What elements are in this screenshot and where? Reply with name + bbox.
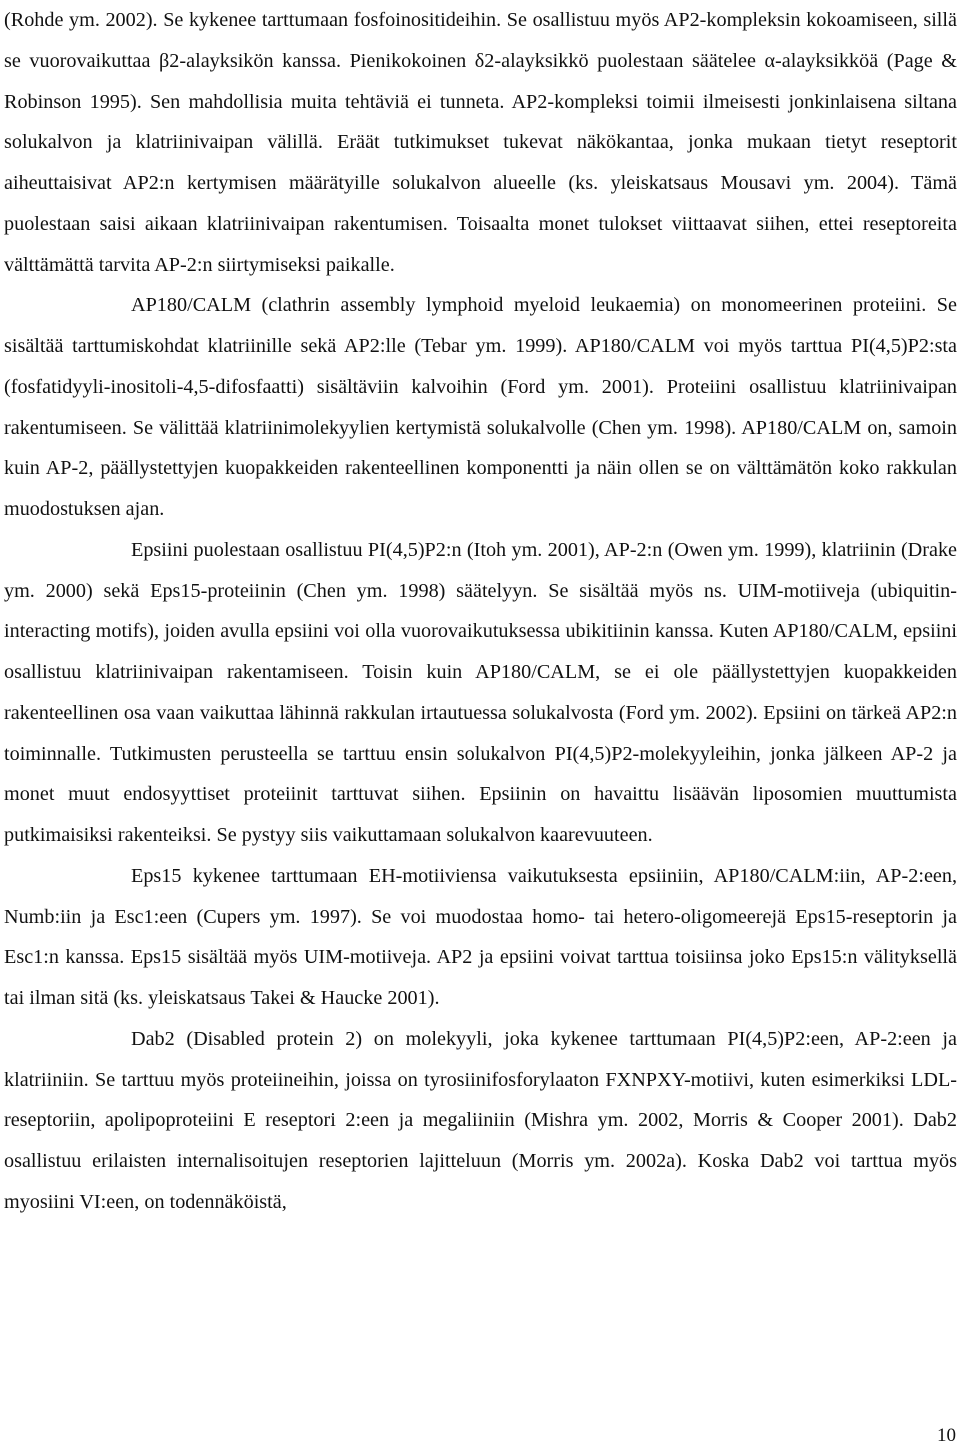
paragraph-eps15: Eps15 kykenee tarttumaan EH-motiiviensa vaikutuksesta epsiiniin, AP180/CALM:iin, AP-2:een, Numb:iin ja Esc1:een (Cupers ym. 1997). Se voi muodostaa homo- tai hetero-oligomeerejä Eps15-reseptorin ja Esc1:n kanssa. Eps15 sisältää myös UIM-motiiveja. AP2 ja epsiini voivat tarttua toisiinsa joko Eps15:n välityksellä tai ilman sitä (ks. yleiskatsaus Takei & Haucke 2001). bbox=[4, 864, 957, 1009]
paragraph-epsin: Epsiini puolestaan osallistuu PI(4,5)P2:n (Itoh ym. 2001), AP-2:n (Owen ym. 1999), klatriinin (Drake ym. 2000) sekä Eps15-proteiinin (Chen ym. 1998) säätelyyn. Se sisältää myös ns. UIM-motiiveja (ubiquitin-interacting motifs), joiden avulla epsiini voi olla vuorovaikutuksessa ubikitiinin kanssa. Kuten AP180/CALM, epsiini osallistuu klatriinivaipan rakentamiseen. Toisin kuin AP180/CALM, se ei ole päällystettyjen kuopakkeiden rakenteellinen osa vaan vaikuttaa lähinnä rakkulan irtautuessa solukalvosta (Ford ym. 2002). Epsiini on tärkeä AP2:n toiminnalle. Tutkimusten perusteella se tarttuu ensin solukalvon PI(4,5)P2-molekyyleihin, jonka jälkeen AP-2 ja monet muut endosyyttiset proteiinit tarttuvat siihen. Epsiinin on havaittu lisäävän liposomien muuttumista putkimaisiksi rakenteiksi. Se pystyy siis vaikuttamaan solukalvon kaarevuuteen. bbox=[4, 538, 957, 846]
paragraph-dab2: Dab2 (Disabled protein 2) on molekyyli, joka kykenee tarttumaan PI(4,5)P2:een, AP-2:een ja klatriiniin. Se tarttuu myös proteiineihin, joissa on tyrosiinifosforylaaton FXNPXY-motiivi, kuten esimerkiksi LDL-reseptoriin, apolipoproteiini E reseptori 2:een ja megaliiniin (Mishra ym. 2002, Morris & Cooper 2001). Dab2 osallistuu erilaisten internalisoitujen reseptorien lajitteluun (Morris ym. 2002a). Koska Dab2 voi tarttua myös myosiini VI:een, on todennäköistä, bbox=[4, 1027, 957, 1213]
paragraph-ap2-continued: (Rohde ym. 2002). Se kykenee tarttumaan fosfoinositideihin. Se osallistuu myös AP2-kompleksin kokoamiseen, sillä se vuorovaikuttaa β2-alayksikön kanssa. Pienikokoinen δ2-alayksikkö puolestaan säätelee α-alayksikköä (Page & Robinson 1995). Sen mahdollisia muita tehtäviä ei tunneta. AP2-kompleksi toimii ilmeisesti jonkinlaisena siltana solukalvon ja klatriinivaipan välillä. Eräät tutkimukset tukevat näkökantaa, jonka mukaan tietyt reseptorit aiheuttaisivat AP2:n kertymisen määrätyille solukalvon alueelle (ks. yleiskatsaus Mousavi ym. 2004). Tämä puolestaan saisi aikaan klatriinivaipan rakentumisen. Toisaalta monet tulokset viittaavat siihen, ettei reseptoreita välttämättä tarvita AP-2:n siirtymiseksi paikalle. bbox=[4, 9, 957, 276]
document-page bbox=[4, 0, 957, 1223]
page-number: 10 bbox=[937, 1425, 956, 1446]
paragraph-ap180-calm: AP180/CALM (clathrin assembly lymphoid myeloid leukaemia) on monomeerinen proteiini. Se sisältää tarttumiskohdat klatriinille sekä AP2:lle (Tebar ym. 1999). AP180/CALM voi myös tarttua PI(4,5)P2:sta (fosfatidyyli-inositoli-4,5-difosfaatti) sisältäviin kalvoihin (Ford ym. 2001). Proteiini osallistuu klatriinivaipan rakentumiseen. Se välittää klatriinimolekyylien kertymistä solukalvolle (Chen ym. 1998). AP180/CALM on, samoin kuin AP-2, päällystettyjen kuopakkeiden rakenteellinen komponentti ja näin ollen se on välttämätön koko rakkulan muodostuksen ajan. bbox=[4, 294, 957, 520]
